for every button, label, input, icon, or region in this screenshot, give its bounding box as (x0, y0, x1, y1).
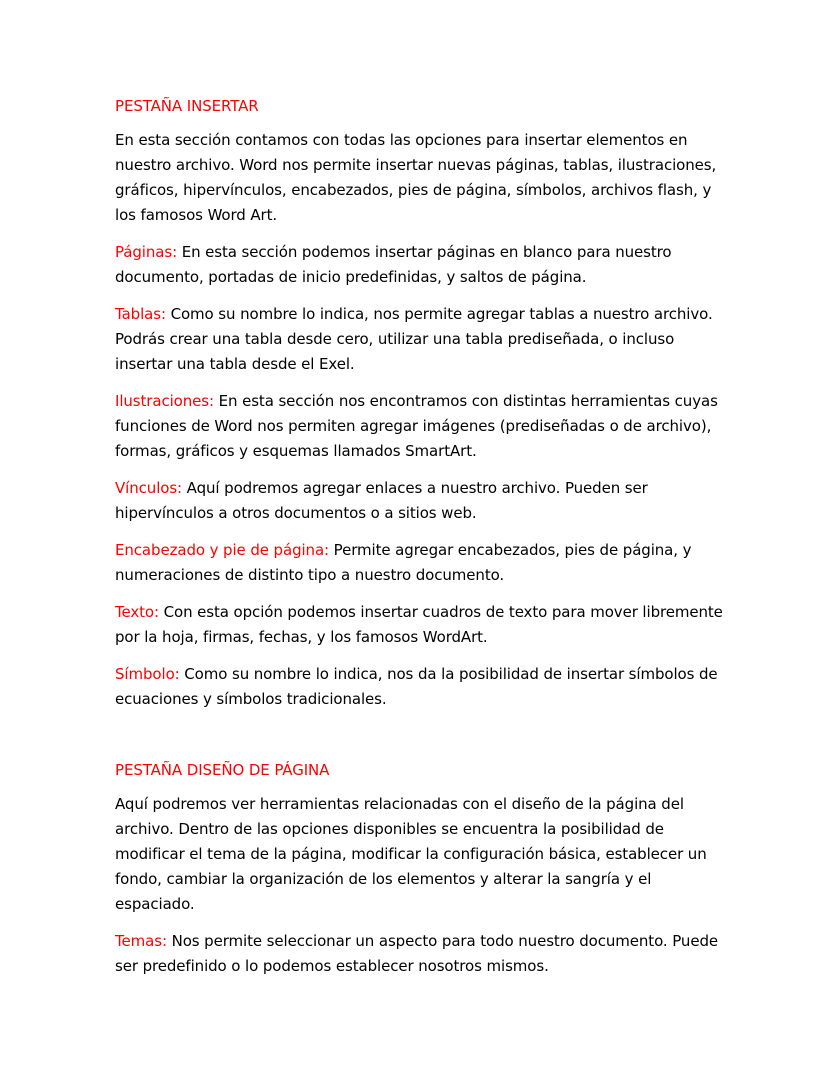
item-text: En esta sección nos encontramos con distintas herramientas cuyas funciones de Word nos permiten agregar imágenes (prediseñadas o de archivo), formas, gráficos y esquemas llamados SmartArt. (115, 392, 718, 460)
item-text: Con esta opción podemos insertar cuadros de texto para mover libremente por la hoja, firmas, fechas, y los famosos WordArt. (115, 603, 723, 646)
item-temas (115, 929, 725, 979)
item-encabezado (115, 538, 725, 588)
item-label: Encabezado y pie de página: (115, 541, 330, 559)
item-simbolo (115, 662, 725, 712)
item-label: Símbolo: (115, 665, 180, 683)
item-label: Ilustraciones: (115, 392, 214, 410)
item-text: Como su nombre lo indica, nos da la posibilidad de insertar símbolos de ecuaciones y símbolos tradicionales. (115, 665, 718, 708)
item-tablas (115, 302, 725, 377)
item-text: En esta sección podemos insertar páginas en blanco para nuestro documento, portadas de inicio predefinidas, y saltos de página. (115, 243, 672, 286)
section-heading-insertar: PESTAÑA INSERTAR (115, 97, 259, 115)
item-text: Nos permite seleccionar un aspecto para todo nuestro documento. Puede ser predefinido o lo podemos establecer nosotros mismos. (115, 932, 718, 975)
item-label: Vínculos: (115, 479, 183, 497)
item-text: Aquí podremos agregar enlaces a nuestro archivo. Pueden ser hipervínculos a otros documentos o a sitios web. (115, 479, 648, 522)
section-intro-insertar: En esta sección contamos con todas las opciones para insertar elementos en nuestro archivo. Word nos permite insertar nuevas páginas, tablas, ilustraciones, gráficos, hipervínculos, encabezados, pies de página, símbolos, archivos flash, y los famosos Word Art. (115, 131, 717, 224)
item-paginas (115, 240, 725, 290)
section-intro-diseno: Aquí podremos ver herramientas relacionadas con el diseño de la página del archivo. Dentro de las opciones disponibles se encuentra la posibilidad de modificar el tema de la página, modificar la configuración básica, establecer un fondo, cambiar la organización de los elementos y alterar la sangría y el espaciado. (115, 795, 707, 913)
item-label: Texto: (115, 603, 159, 621)
item-label: Páginas: (115, 243, 178, 261)
item-text: Permite agregar encabezados, pies de página, y numeraciones de distinto tipo a nuestro documento. (115, 541, 692, 584)
item-text: Como su nombre lo indica, nos permite agregar tablas a nuestro archivo. Podrás crear una tabla desde cero, utilizar una tabla prediseñada, o incluso insertar una tabla desde el Exel. (115, 305, 713, 373)
item-vinculos (115, 476, 725, 526)
document-page (115, 96, 725, 991)
item-label: Temas: (115, 932, 167, 950)
item-texto (115, 600, 725, 650)
item-label: Tablas: (115, 305, 166, 323)
section-heading-diseno: PESTAÑA DISEÑO DE PÁGINA (115, 761, 330, 779)
item-ilustraciones (115, 389, 725, 464)
